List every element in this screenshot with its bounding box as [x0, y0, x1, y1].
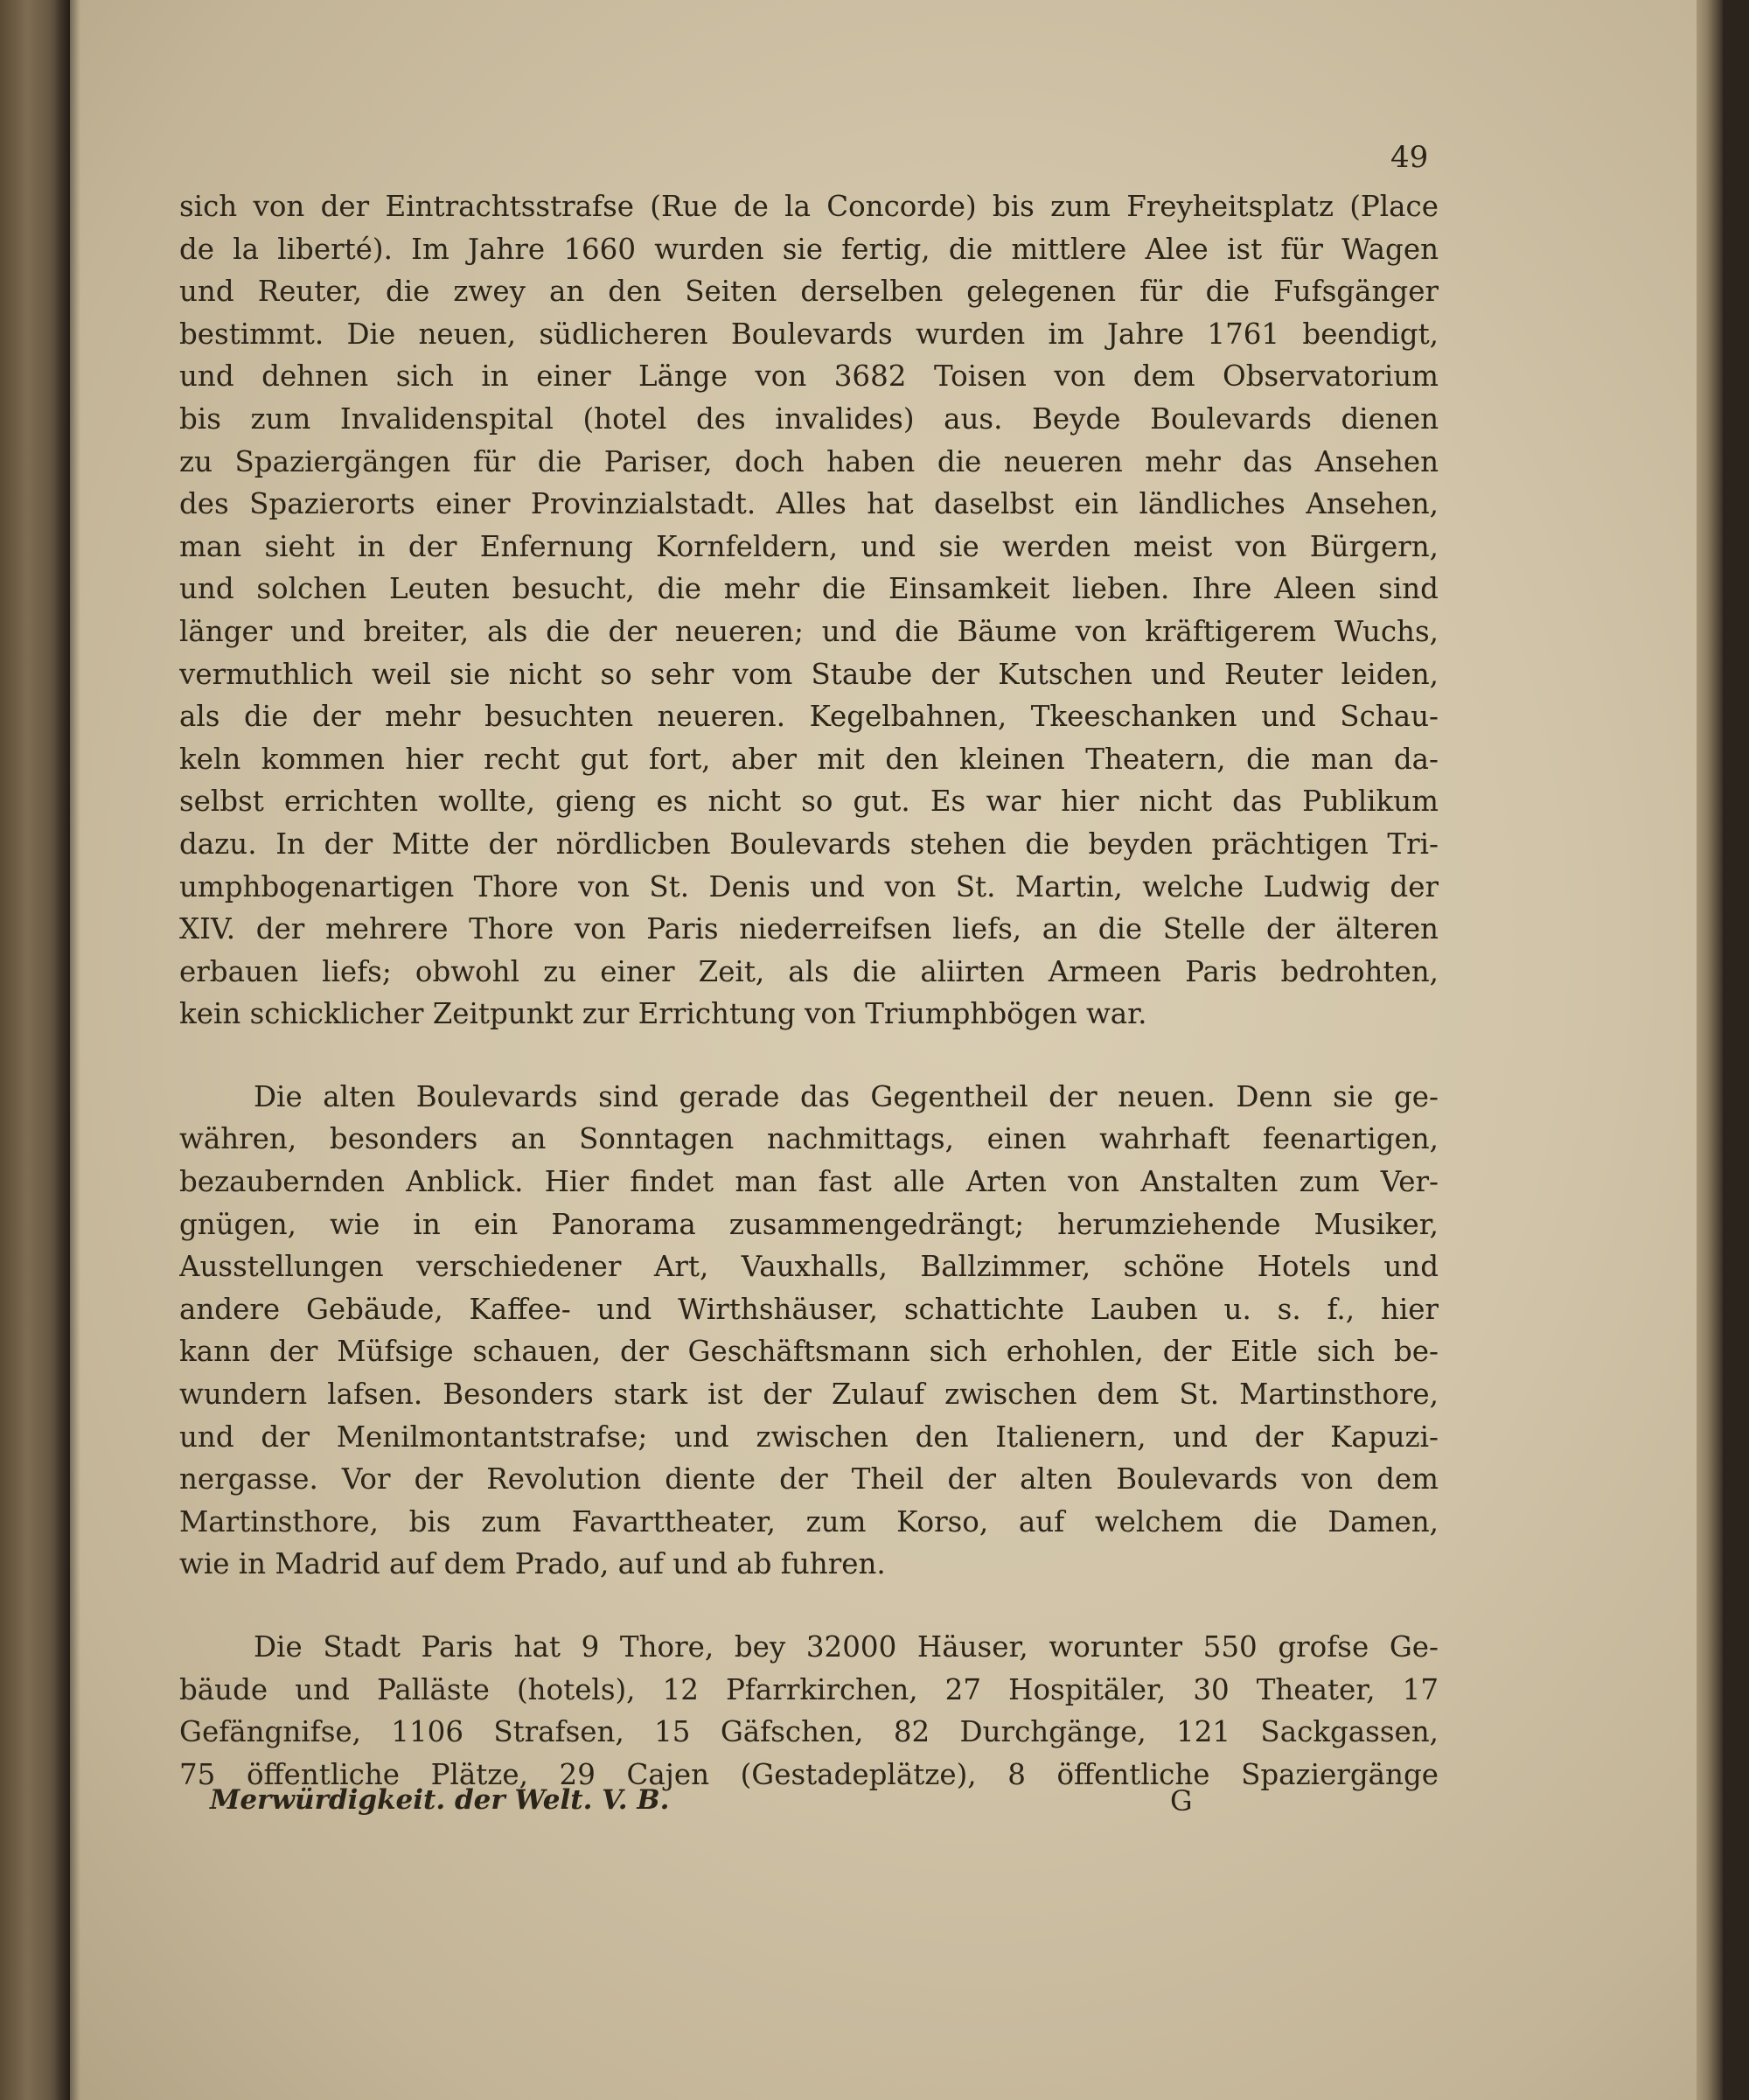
- text-line: wie in Madrid auf dem Prado, auf und ab fuhren.: [179, 1547, 886, 1581]
- text-line: man sieht in der Enfernung Kornfeldern, und sie werden meist von Bürgern,: [179, 529, 1439, 563]
- text-line: sich von der Eintrachtsstrafse (Rue de la Concorde) bis zum Freyheitsplatz (Place: [179, 190, 1439, 223]
- body-text: [179, 185, 1439, 1796]
- text-line: nergasse. Vor der Revolution diente der Theil der alten Boulevards von dem: [179, 1462, 1439, 1497]
- text-line: länger und breiter, als die der neueren; und die Bäume von kräftigerem Wuchs,: [179, 614, 1439, 648]
- page-number: 49: [1390, 140, 1429, 175]
- text-line: 75 öffentliche Plätze, 29 Cajen (Gestadeplätze), 8 öffentliche Spaziergänge: [179, 1757, 1439, 1791]
- text-line: Martinsthore, bis zum Favarttheater, zum Korso, auf welchem die Damen,: [179, 1504, 1439, 1538]
- text-line: Die alten Boulevards sind gerade das Gegentheil der neuen. Denn sie ge-: [254, 1079, 1439, 1113]
- paragraph-spacer: [179, 1586, 1439, 1626]
- paragraph-1: [179, 185, 1439, 1036]
- text-line: kein schicklicher Zeitpunkt zur Errichtung von Triumphbögen war.: [179, 997, 1147, 1031]
- text-line: des Spazierorts einer Provinzialstadt. Alles hat daselbst ein ländliches Ansehen,: [179, 487, 1439, 521]
- text-line: und Reuter, die zwey an den Seiten derselben gelegenen für die Fufsgänger: [179, 275, 1439, 309]
- text-line: bis zum Invalidenspital (hotel des invalides) aus. Beyde Boulevards dienen: [179, 401, 1439, 436]
- text-line: dazu. In der Mitte der nördlicben Boulevards stehen die beyden prächtigen Tri-: [179, 827, 1439, 861]
- text-line: währen, besonders an Sonntagen nachmittags, einen wahrhaft feenartigen,: [179, 1122, 1439, 1156]
- signature-mark: G: [1170, 1784, 1193, 1817]
- text-line: und dehnen sich in einer Länge von 3682 Toisen von dem Observatorium: [179, 359, 1439, 394]
- text-line: wundern lafsen. Besonders stark ist der Zulauf zwischen dem St. Martinsthore,: [179, 1378, 1439, 1412]
- text-line: XIV. der mehrere Thore von Paris niederreifsen liefs, an die Stelle der älteren: [179, 912, 1439, 946]
- page-right-edge: [1697, 0, 1723, 2100]
- text-line: bäude und Palläste (hotels), 12 Pfarrkirchen, 27 Hospitäler, 30 Theater, 17: [179, 1672, 1439, 1706]
- text-line: de la liberté). Im Jahre 1660 wurden sie fertig, die mittlere Alee ist für Wagen: [179, 232, 1439, 266]
- text-line: umphbogenartigen Thore von St. Denis und von St. Martin, welche Ludwig der: [179, 869, 1439, 903]
- text-line: selbst errichten wollte, gieng es nicht so gut. Es war hier nicht das Publikum: [179, 785, 1439, 819]
- paragraph-2: [179, 1076, 1439, 1586]
- text-line: keln kommen hier recht gut fort, aber mit den kleinen Theatern, die man da-: [179, 742, 1439, 776]
- footer-signature-title: Merwürdigkeit. der Welt. V. B.: [210, 1784, 670, 1816]
- paragraph-spacer: [179, 1036, 1439, 1076]
- text-line: Ausstellungen verschiedener Art, Vauxhalls, Ballzimmer, schöne Hotels und: [179, 1250, 1439, 1284]
- text-line: gnügen, wie in ein Panorama zusammengedrängt; herumziehende Musiker,: [179, 1207, 1439, 1241]
- text-line: andere Gebäude, Kaffee- und Wirthshäuser, schattichte Lauben u. s. f., hier: [179, 1292, 1439, 1326]
- text-line: bezaubernden Anblick. Hier findet man fast alle Arten von Anstalten zum Ver-: [179, 1165, 1439, 1199]
- text-line: Die Stadt Paris hat 9 Thore, bey 32000 Häuser, worunter 550 grofse Ge-: [254, 1630, 1439, 1664]
- text-line: bestimmt. Die neuen, südlicheren Boulevards wurden im Jahre 1761 beendigt,: [179, 317, 1439, 351]
- text-line: zu Spaziergängen für die Pariser, doch haben die neueren mehr das Ansehen: [179, 444, 1439, 478]
- text-line: Gefängnifse, 1106 Strafsen, 15 Gäfschen, 82 Durchgänge, 121 Sackgassen,: [179, 1715, 1439, 1749]
- paragraph-3: [179, 1626, 1439, 1796]
- text-line: kann der Müfsige schauen, der Geschäftsmann sich erhohlen, der Eitle sich be-: [179, 1335, 1439, 1369]
- text-line: als die der mehr besuchten neueren. Kegelbahnen, Tkeeschanken und Schau-: [179, 700, 1439, 734]
- text-line: erbauen liefs; obwohl zu einer Zeit, als die aliirten Armeen Paris bedrohten,: [179, 954, 1439, 988]
- text-line: und solchen Leuten besucht, die mehr die Einsamkeit lieben. Ihre Aleen sind: [179, 572, 1439, 606]
- book-gutter: [54, 0, 80, 2100]
- text-line: und der Menilmontantstrafse; und zwischen den Italienern, und der Kapuzi-: [179, 1420, 1439, 1454]
- text-line: vermuthlich weil sie nicht so sehr vom Staube der Kutschen und Reuter leiden,: [179, 657, 1439, 691]
